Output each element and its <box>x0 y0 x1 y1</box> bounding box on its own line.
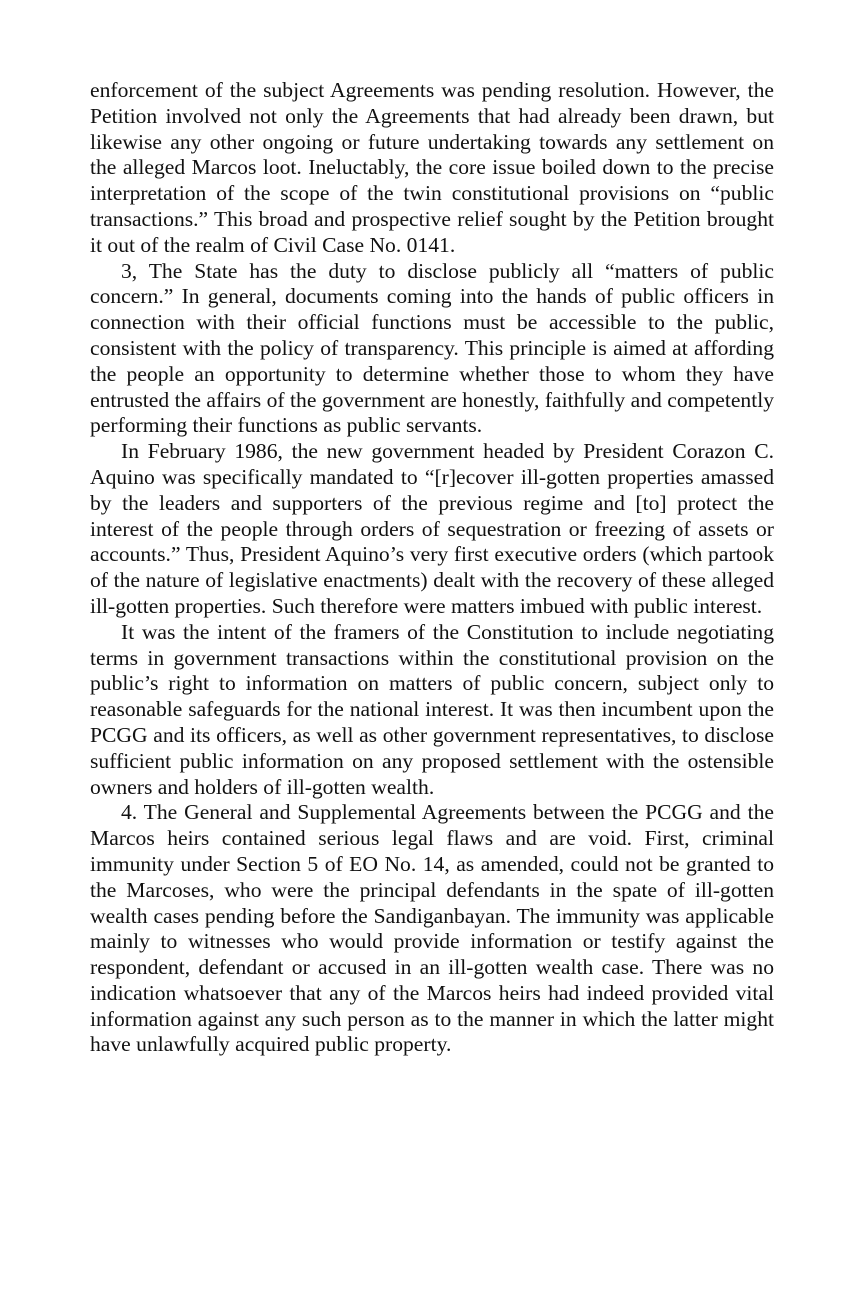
paragraph-continued-enforcement: enforcement of the subject Agreements was pending resolution. However, the Petition involved not only the Agreements that had already been drawn, but likewise any other ongoing or future undertaking towards any settlement on the alleged Marcos loot. Ineluctably, the core issue boiled down to the precise interpretation of the scope of the twin constitutional provisions on “public transactions.” This broad and prospective relief sought by the Petition brought it out of the realm of Civil Case No. 0141. <box>90 78 774 257</box>
paragraph-3-duty-to-disclose: 3, The State has the duty to disclose publicly all “matters of public concern.” In general, documents coming into the hands of public officers in connection with their official functions must be accessible to the public, consistent with the policy of transparency. This principle is aimed at affording the people an opportunity to determine whether those to whom they have entrusted the affairs of the government are honestly, faithfully and competently performing their functions as public servants. <box>90 258 774 438</box>
paragraph-february-1986: In February 1986, the new government headed by President Corazon C. Aquino was specifically mandated to “[r]ecover ill-gotten properties amassed by the leaders and supporters of the previous regime and [to] protect the interest of the people through orders of sequestration or freezing of assets or accounts.” Thus, President Aquino’s very first executive orders (which partook of the nature of legislative enactments) dealt with the recovery of these alleged ill-gotten properties. Such therefore were matters imbued with public interest. <box>90 439 774 618</box>
document-page <box>90 78 774 1058</box>
paragraph-4-agreements-void: 4. The General and Supplemental Agreements between the PCGG and the Marcos heirs contained serious legal flaws and are void. First, criminal immunity under Section 5 of EO No. 14, as amended, could not be granted to the Marcoses, who were the principal defendants in the spate of ill-gotten wealth cases pending before the Sandiganbayan. The immunity was applicable mainly to witnesses who would provide information or testify against the respondent, defendant or accused in an ill-gotten wealth case. There was no indication whatsoever that any of the Marcos heirs had indeed provided vital information against any such person as to the manner in which the latter might have unlawfully acquired public property. <box>90 800 774 1057</box>
paragraph-framers-intent: It was the intent of the framers of the Constitution to include negotiating terms in government transactions within the constitutional provision on the public’s right to information on matters of public concern, subject only to reasonable safeguards for the national interest. It was then incumbent upon the PCGG and its officers, as well as other government representatives, to disclose sufficient public information on any proposed settlement with the ostensible owners and holders of ill-gotten wealth. <box>90 619 774 799</box>
